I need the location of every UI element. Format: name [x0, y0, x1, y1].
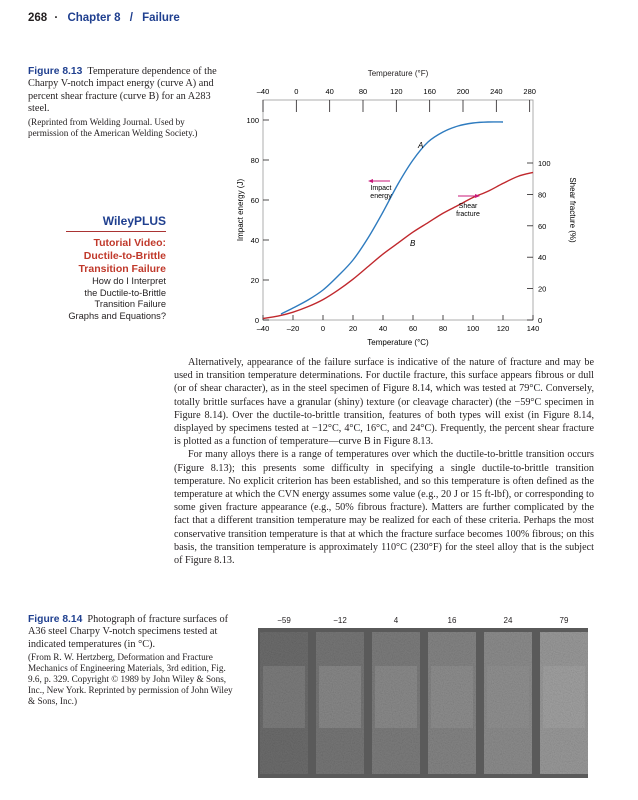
x-tick-label: 100: [466, 324, 480, 333]
figure-8-14-caption: [28, 614, 238, 707]
header-slash: /: [129, 12, 133, 24]
y-left-tick-label: 60: [250, 196, 259, 205]
specimen-temperature-label: 24: [503, 616, 513, 625]
x-tick-label: 140: [526, 324, 540, 333]
x-tick-label: 0: [320, 324, 326, 333]
top-tick-label: –40: [256, 87, 270, 96]
x-tick-label: 20: [348, 324, 358, 333]
curve-a-label: A: [418, 141, 424, 150]
caption-credit: (From R. W. Hertzberg, Deformation and Fracture Mechanics of Engineering Materials, 3rd edition, Fig. 9.6, p. 329. Copyright © 1989 by John Wiley & Sons, Inc., New York. Reprinted by permission of John Wiley & Sons, Inc.): [28, 652, 233, 707]
wileyplus-title: WileyPLUS: [102, 214, 166, 228]
paragraph: For many alloys there is a range of temperatures over which the ductile-to-brittle transition occurs (Figure 8.13); this presents some difficulty in specifying a single ductile-to-brittle transition temperature. No explicit criterion has been established, and so this temperature is often defined as the temperature at which the CVN energy assumes some value (e.g., 20 J or 15 ft-lbf), or corresponding to some given fracture appearance (e.g., 50% fibrous fracture). Matters are further complicated by the fact that a different transition temperature may be realized for each of these criteria. Perhaps the most conservative transition temperature is that at which the fracture surface becomes 100% fibrous; on this basis, the transition temperature is approximately 110°C (230°F) for the steel alloy that is the subject of Figure 8.13.: [174, 449, 594, 567]
y-right-tick-label: 20: [538, 284, 547, 294]
x-tick-label: 120: [496, 324, 510, 333]
top-tick-label: 0: [294, 87, 299, 96]
subtitle-line: Graphs and Equations?: [68, 310, 166, 321]
caption-text: Temperature dependence of the Charpy V-notch impact energy (curve A) and percent shear fracture (curve B) for an A283 steel.: [28, 66, 217, 115]
top-axis-title: Temperature (°F): [367, 69, 429, 78]
section-title: Failure: [142, 12, 180, 24]
top-tick-label: 120: [390, 87, 403, 96]
top-tick-label: 280: [523, 87, 536, 96]
fracture-surface: [263, 666, 305, 728]
y-left-tick-label: 0: [254, 316, 259, 325]
shear-fracture-label-line: Shear: [458, 203, 478, 210]
y-left-tick-label: 80: [250, 156, 259, 165]
x-axis-title: Temperature (°C): [367, 338, 429, 347]
paragraph: Alternatively, appearance of the failure surface is indicative of the nature of fracture and may be used in transition temperature determinations. For ductile fracture, this surface appears fibrous or dull (or of shear character), as in the steel specimen of Figure 8.14, which was tested at 79°C. Conversely, totally brittle surfaces have a granular (shiny) texture (or cleavage character) (the −59°C specimen in Figure 8.14). Over the ductile-to-brittle transition, features of both types will exist (in Figure 8.14, displayed by specimens tested at −12°C, 4°C, 16°C, and 24°C). Frequently, the percent shear fracture is plotted as a function of temperature—curve B in Figure 8.13.: [174, 357, 594, 448]
tutorial-line: Ductile-to-Brittle: [83, 250, 166, 262]
shear-fracture-label-line: fracture: [456, 211, 480, 218]
top-tick-label: 160: [423, 87, 436, 96]
top-tick-label: 240: [490, 87, 503, 96]
specimen-temperature-label: 16: [447, 616, 457, 625]
axis-ticks: [246, 87, 550, 333]
impact-arrowhead: [368, 179, 373, 183]
specimen-temperature-label: −59: [277, 616, 291, 625]
subtitle-line: Transition Failure: [94, 299, 166, 309]
figure-label: Figure 8.13: [28, 66, 83, 77]
subtitle-line: the Ductile-to-Brittle: [84, 287, 166, 298]
fracture-surface: [319, 666, 361, 728]
y-right-tick-label: 40: [538, 253, 547, 263]
chapter-title: Chapter 8: [67, 12, 121, 24]
curves: [263, 122, 533, 319]
caption-text: Photograph of fracture surfaces of A36 steel Charpy V-notch specimens tested at indicated temperatures (in °C).: [28, 614, 229, 650]
fracture-surface: [431, 666, 473, 728]
x-tick-label: 80: [438, 324, 448, 333]
specimen-temperature-label: 79: [559, 616, 569, 625]
subtitle-line: How do I Interpret: [92, 276, 166, 286]
x-tick-label: –20: [286, 324, 300, 333]
top-tick-label: 200: [456, 87, 470, 96]
y-right-axis-title: Shear fracture (%): [568, 177, 577, 243]
charpy-chart: [0, 0, 638, 360]
specimen-temperature-label: −12: [333, 616, 347, 625]
impact-energy-label-line: Impact: [370, 185, 392, 192]
top-tick-label: 40: [325, 87, 334, 96]
impact-energy-label-line: energy: [370, 193, 392, 200]
y-left-tick-label: 40: [250, 236, 259, 245]
figure-label: Figure 8.14: [28, 614, 83, 625]
fracture-surfaces-photo: [258, 628, 588, 778]
fracture-surface: [543, 666, 585, 728]
body-text: [174, 356, 594, 567]
x-tick-label: –40: [256, 324, 270, 333]
y-left-axis-title: Impact energy (J): [236, 178, 245, 242]
tutorial-line: Tutorial Video:: [93, 237, 166, 249]
caption-credit: (Reprinted from Welding Journal. Used by permission of the American Welding Society.): [28, 116, 198, 138]
page-number: 268: [28, 12, 48, 24]
y-right-tick-label: 80: [538, 190, 547, 200]
curve-b-line: [263, 172, 533, 318]
y-right-tick-label: 100: [538, 159, 551, 168]
header-separator: ·: [54, 12, 59, 24]
top-tick-label: 80: [358, 87, 368, 96]
y-right-tick-label: 60: [538, 221, 547, 231]
y-left-tick-label: 20: [250, 276, 259, 285]
curve-b-label: B: [410, 239, 416, 248]
x-tick-label: 40: [378, 324, 388, 333]
x-tick-label: 60: [408, 324, 418, 333]
fracture-surface: [375, 666, 417, 728]
plot-frame: [263, 100, 533, 320]
y-left-tick-label: 100: [246, 116, 259, 125]
tutorial-line: Transition Failure: [78, 263, 166, 275]
y-right-tick-label: 0: [538, 316, 543, 325]
specimen-temperature-label: 4: [393, 616, 399, 625]
fracture-surface: [487, 666, 529, 728]
